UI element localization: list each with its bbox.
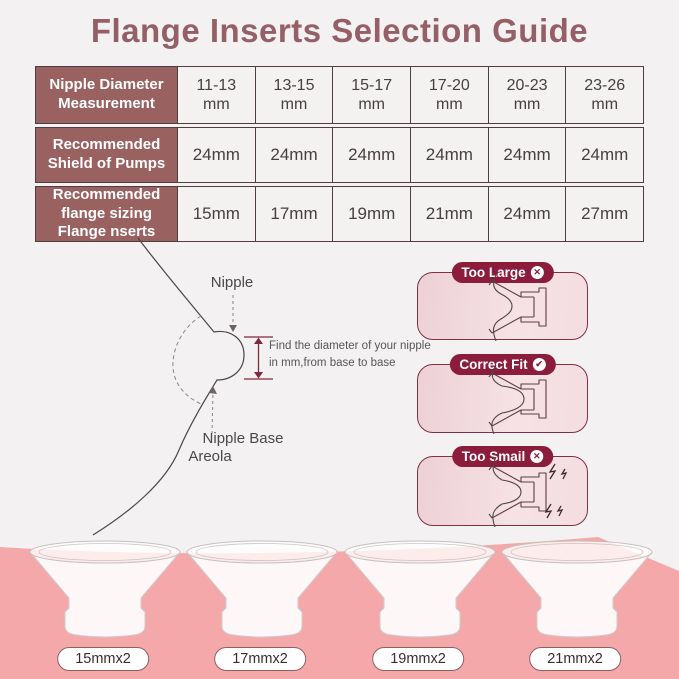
badge-label: Too Large [461,265,526,280]
x-circle-icon: ✕ [530,450,543,463]
table-row [35,66,644,124]
badge-label: Too Smail [461,449,526,464]
arrowhead [254,372,263,379]
pain-bolt-icon [546,464,566,518]
table-cell: 11-13 mm [177,66,256,124]
table-cell: 24mm [332,127,411,183]
arrowhead [229,325,237,332]
correct-fit-flange-drawing [418,365,589,434]
table-cell: 23-26 mm [565,66,644,124]
sizing-table [35,66,644,245]
arrowhead [254,338,263,345]
table-cell: 13-15 mm [255,66,334,124]
table-cell: 21mm [410,186,489,242]
too-small-flange-drawing [418,457,589,527]
table-cell: 17-20 mm [410,66,489,124]
table-cell: 17mm [255,186,334,242]
row-header: Nipple Diameter Measurement [35,66,178,124]
fit-card-too-large [417,265,588,340]
table-cell: 15mm [177,186,256,242]
page-title: Flange Inserts Selection Guide [90,12,589,49]
badge-label: Correct Fit [459,357,528,372]
row-header: Recommended flange sizing Flange nserts [35,186,178,242]
x-circle-icon: ✕ [531,266,544,279]
table-cell: 15-17 mm [332,66,411,124]
check-circle-icon: ✔ [533,358,546,371]
nipple-base-pointer-line [212,392,213,434]
table-cell: 24mm [565,127,644,183]
table-cell: 27mm [565,186,644,242]
insert-size-label: 17mmx2 [214,647,306,671]
measure-instruction [269,338,431,372]
measure-instruction-line2: in mm,from base to base [269,357,396,369]
nipple-base-label: Nipple Base [202,430,284,447]
areola-label: Areola [188,448,232,465]
row-header: Recommended Shield of Pumps [35,127,178,183]
table-cell: 24mm [488,127,567,183]
table-cell: 24mm [255,127,334,183]
too-large-flange-drawing [418,273,589,341]
table-cell: 20-23 mm [488,66,567,124]
table-cell: 24mm [177,127,256,183]
insert-size-label: 15mmx2 [57,647,149,671]
areola-arc-line [173,316,201,404]
insert-size-label: 19mmx2 [372,647,464,671]
table-cell: 24mm [488,186,567,242]
table-cell: 19mm [332,186,411,242]
table-cell: 24mm [410,127,489,183]
insert-size-label: 21mmx2 [529,647,621,671]
fit-card-correct-fit [417,357,588,433]
nipple-label: Nipple [210,274,254,291]
table-row [35,127,644,183]
fit-card-too-small [417,449,588,526]
table-row [35,186,644,242]
measure-instruction-line1: Find the diameter of your nipple [269,340,431,352]
arrowhead [209,386,217,394]
